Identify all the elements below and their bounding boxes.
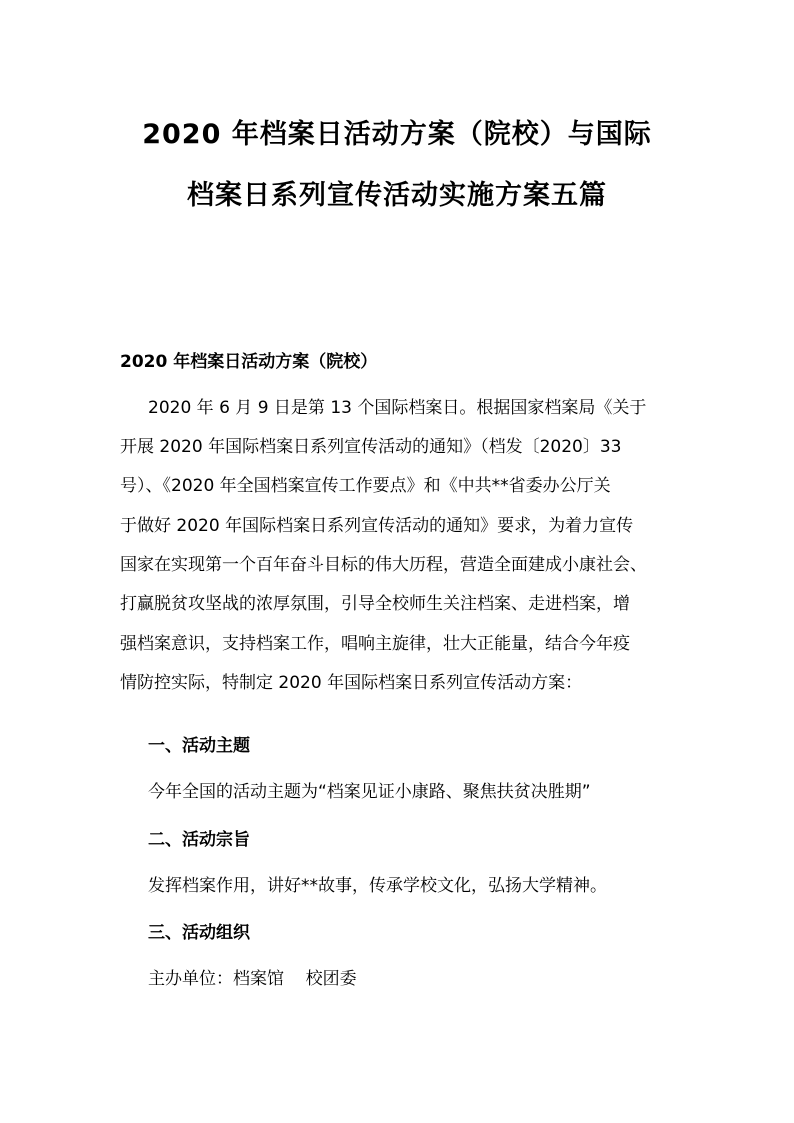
document-title-line-2: 档案日系列宣传活动实施方案五篇 xyxy=(187,180,607,211)
intro-paragraph-line: 情防控实际，特制定 2020 年国际档案日系列宣传活动方案： xyxy=(120,673,583,693)
intro-paragraph-line: 强档案意识，支持档案工作，唱响主旋律，壮大正能量，结合今年疫 xyxy=(120,634,630,654)
section-heading: 2020 年档案日活动方案（院校） xyxy=(120,352,378,372)
intro-paragraph-line: 2020 年 6 月 9 日是第 13 个国际档案日。根据国家档案局《关于 xyxy=(148,398,647,418)
organizer-text: 主办单位：档案馆 校团委 xyxy=(148,969,357,989)
intro-paragraph-line: 打赢脱贫攻坚战的浓厚氛围，引导全校师生关注档案、走进档案，增 xyxy=(120,594,630,614)
intro-paragraph-line: 国家在实现第一个百年奋斗目标的伟大历程，营造全面建成小康社会、 xyxy=(120,555,647,575)
heading-activity-theme: 一、活动主题 xyxy=(148,736,250,756)
intro-paragraph-line: 开展 2020 年国际档案日系列宣传活动的通知》（档发〔2020〕33 xyxy=(120,437,622,457)
document-title-line-1: 2020 年档案日活动方案（院校）与国际 xyxy=(142,119,652,150)
activity-purpose-text: 发挥档案作用，讲好**故事，传承学校文化，弘扬大学精神。 xyxy=(148,876,607,896)
intro-paragraph-line: 号）、《2020 年全国档案宣传工作要点》和《中共**省委办公厅关 xyxy=(120,476,611,496)
intro-paragraph-line: 于做好 2020 年国际档案日系列宣传活动的通知》要求，为着力宣传 xyxy=(120,516,634,536)
heading-activity-purpose: 二、活动宗旨 xyxy=(148,830,250,850)
activity-theme-text: 今年全国的活动主题为“档案见证小康路、聚焦扶贫决胜期” xyxy=(148,782,591,802)
heading-activity-organization: 三、活动组织 xyxy=(148,923,250,943)
